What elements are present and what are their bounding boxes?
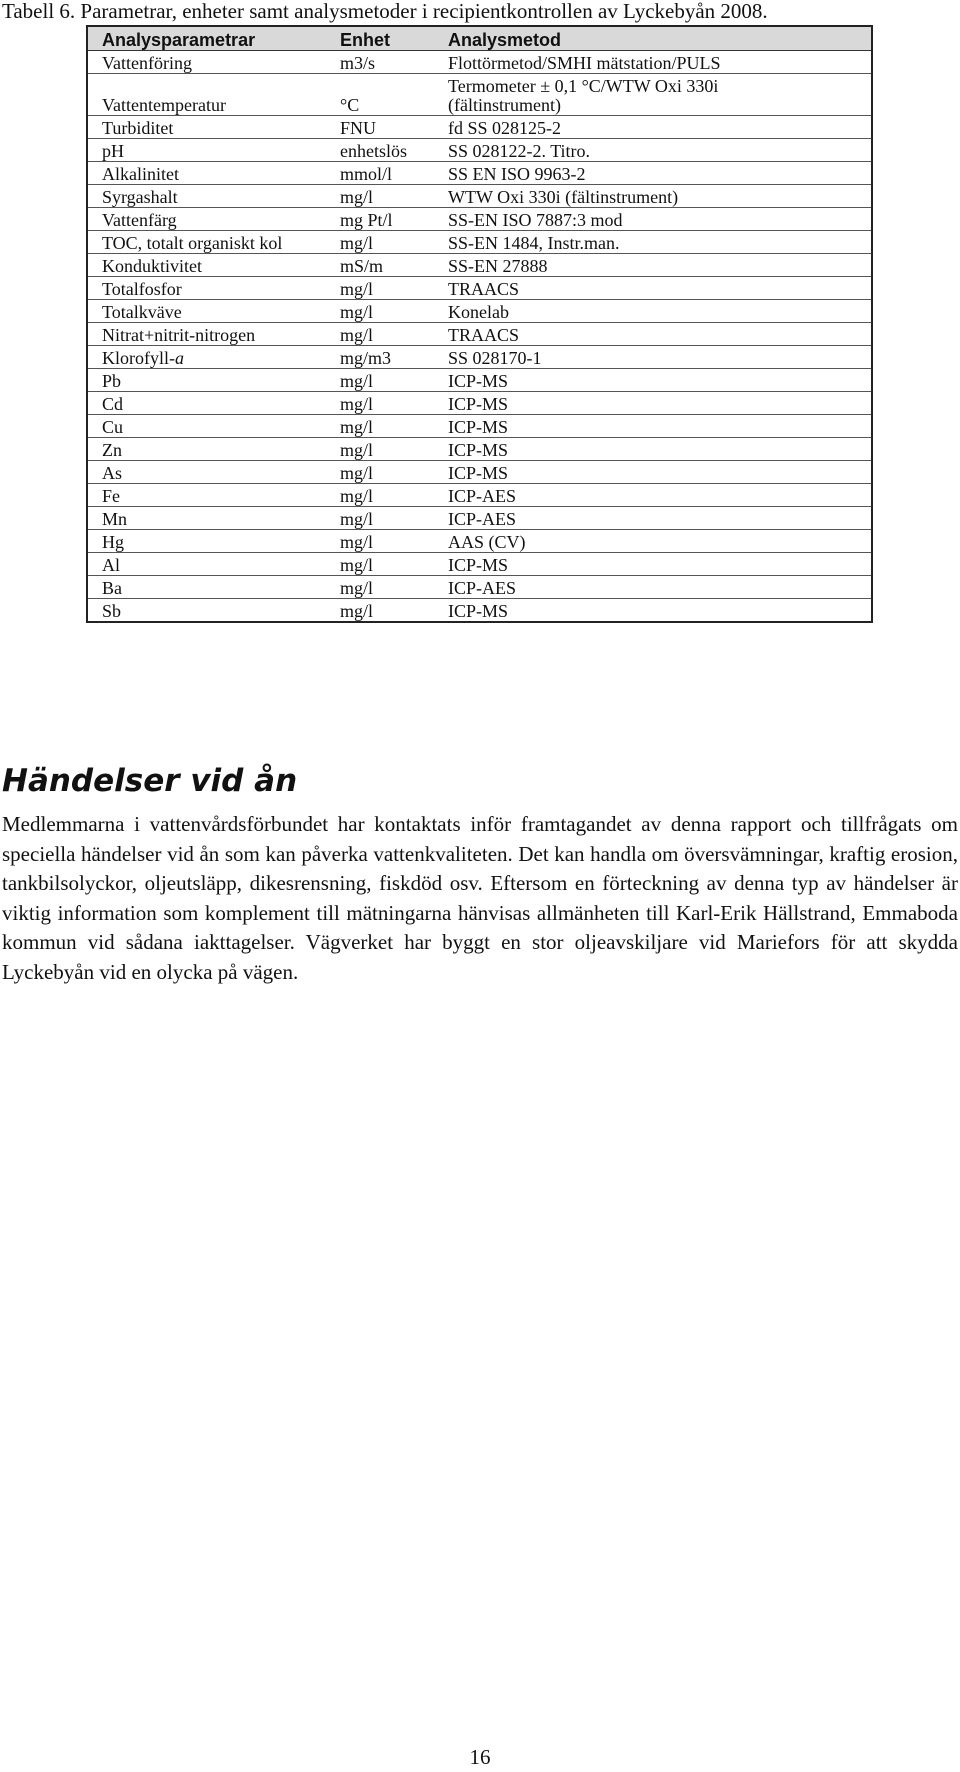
table-row	[87, 323, 872, 346]
parameter-table	[86, 25, 873, 623]
unit-cell: mg/l	[340, 599, 448, 623]
parameter-cell: Fe	[87, 484, 340, 507]
parameter-cell: Vattenföring	[87, 51, 340, 74]
method-cell	[448, 74, 872, 116]
method-cell: ICP-MS	[448, 438, 872, 461]
unit-cell: FNU	[340, 116, 448, 139]
table-row	[87, 576, 872, 599]
method-cell-text: Termometer ± 0,1 °C/WTW Oxi 330i (fältinstrument)	[448, 76, 719, 115]
method-cell: ICP-AES	[448, 507, 872, 530]
unit-cell: mg/l	[340, 461, 448, 484]
parameter-cell: Syrgashalt	[87, 185, 340, 208]
unit-cell: m3/s	[340, 51, 448, 74]
method-cell: ICP-AES	[448, 484, 872, 507]
table-row	[87, 116, 872, 139]
unit-cell: mg/l	[340, 484, 448, 507]
method-cell: SS 028122-2. Titro.	[448, 139, 872, 162]
parameter-cell: Totalkväve	[87, 300, 340, 323]
table-row	[87, 277, 872, 300]
parameter-cell: Zn	[87, 438, 340, 461]
unit-cell: mg/l	[340, 438, 448, 461]
table-row	[87, 162, 872, 185]
table-caption: Tabell 6. Parametrar, enheter samt analysmetoder i recipientkontrollen av Lyckebyån 2008.	[2, 0, 768, 23]
method-cell: ICP-MS	[448, 553, 872, 576]
page-number: 16	[469, 1745, 491, 1769]
method-cell: SS-EN 27888	[448, 254, 872, 277]
method-cell: WTW Oxi 330i (fältinstrument)	[448, 185, 872, 208]
method-cell: SS-EN 1484, Instr.man.	[448, 231, 872, 254]
parameter-cell: pH	[87, 139, 340, 162]
unit-cell: mg/l	[340, 530, 448, 553]
table-row	[87, 208, 872, 231]
method-cell: Konelab	[448, 300, 872, 323]
table-row	[87, 139, 872, 162]
method-cell: fd SS 028125-2	[448, 116, 872, 139]
table-row	[87, 599, 872, 623]
unit-cell: mg/l	[340, 323, 448, 346]
table-row	[87, 484, 872, 507]
method-cell: ICP-MS	[448, 415, 872, 438]
unit-cell: mg/l	[340, 553, 448, 576]
method-cell: TRAACS	[448, 277, 872, 300]
parameter-cell: Vattentemperatur	[87, 74, 340, 116]
method-cell: SS EN ISO 9963-2	[448, 162, 872, 185]
parameter-cell: Mn	[87, 507, 340, 530]
parameter-cell: Pb	[87, 369, 340, 392]
method-cell: Flottörmetod/SMHI mätstation/PULS	[448, 51, 872, 74]
unit-cell: mg/l	[340, 392, 448, 415]
parameter-cell: Hg	[87, 530, 340, 553]
unit-cell: °C	[340, 74, 448, 116]
section-paragraph: Medlemmarna i vattenvårdsförbundet har kontaktats inför framtagandet av denna rapport och tillfrågats om speciella händelser vid ån som kan påverka vattenkvaliteten. Det kan handla om översvämningar, kraftig erosion, tankbilsolyckor, oljeutsläpp, dikesrensning, fiskdöd osv. Eftersom en förteckning av denna typ av händelser är viktig information som komplement till mätningarna hänvisas allmänheten till Karl-Erik Hällstrand, Emmaboda kommun vid sådana iakttagelser. Vägverket har byggt en stor oljeavskiljare vid Mariefors för att skydda Lyckebyån vid en olycka på vägen.	[2, 812, 958, 984]
method-cell: ICP-AES	[448, 576, 872, 599]
parameter-cell: Alkalinitet	[87, 162, 340, 185]
parameter-cell: Konduktivitet	[87, 254, 340, 277]
column-header-parameter: Analysparametrar	[87, 26, 340, 51]
unit-cell: mS/m	[340, 254, 448, 277]
parameter-cell-text: Klorofyll-	[102, 348, 175, 368]
unit-cell: mg/l	[340, 507, 448, 530]
parameter-cell: Cd	[87, 392, 340, 415]
table-row	[87, 231, 872, 254]
table-row	[87, 369, 872, 392]
unit-cell: mg/l	[340, 369, 448, 392]
table-row	[87, 392, 872, 415]
method-cell: ICP-MS	[448, 392, 872, 415]
method-cell: TRAACS	[448, 323, 872, 346]
unit-cell: enhetslös	[340, 139, 448, 162]
column-header-method: Analysmetod	[448, 26, 872, 51]
method-cell: SS-EN ISO 7887:3 mod	[448, 208, 872, 231]
method-cell: AAS (CV)	[448, 530, 872, 553]
table-row	[87, 507, 872, 530]
table-row	[87, 461, 872, 484]
unit-cell: mg/m3	[340, 346, 448, 369]
table-row	[87, 530, 872, 553]
method-cell: ICP-MS	[448, 369, 872, 392]
parameter-cell: Sb	[87, 599, 340, 623]
table-header-row	[87, 26, 872, 51]
method-cell: ICP-MS	[448, 461, 872, 484]
parameter-cell: TOC, totalt organiskt kol	[87, 231, 340, 254]
unit-cell: mg/l	[340, 576, 448, 599]
unit-cell: mg/l	[340, 277, 448, 300]
parameter-cell-italic-suffix: a	[174, 348, 184, 368]
table-row	[87, 415, 872, 438]
parameter-cell	[87, 346, 340, 369]
parameter-cell: As	[87, 461, 340, 484]
table-row	[87, 438, 872, 461]
table-row	[87, 300, 872, 323]
table-row	[87, 74, 872, 116]
unit-cell: mg/l	[340, 300, 448, 323]
parameter-cell: Turbiditet	[87, 116, 340, 139]
parameter-cell: Ba	[87, 576, 340, 599]
parameter-cell: Totalfosfor	[87, 277, 340, 300]
column-header-unit: Enhet	[340, 26, 448, 51]
parameter-cell: Cu	[87, 415, 340, 438]
unit-cell: mg/l	[340, 415, 448, 438]
table-row	[87, 51, 872, 74]
parameter-cell: Al	[87, 553, 340, 576]
unit-cell: mg Pt/l	[340, 208, 448, 231]
method-cell: ICP-MS	[448, 599, 872, 623]
table-row	[87, 254, 872, 277]
section-heading: Händelser vid ån	[2, 763, 298, 799]
table-row	[87, 185, 872, 208]
unit-cell: mg/l	[340, 185, 448, 208]
table-row	[87, 346, 872, 369]
unit-cell: mg/l	[340, 231, 448, 254]
parameter-cell: Vattenfärg	[87, 208, 340, 231]
unit-cell: mmol/l	[340, 162, 448, 185]
parameter-cell: Nitrat+nitrit-nitrogen	[87, 323, 340, 346]
method-cell: SS 028170-1	[448, 346, 872, 369]
table-row	[87, 553, 872, 576]
